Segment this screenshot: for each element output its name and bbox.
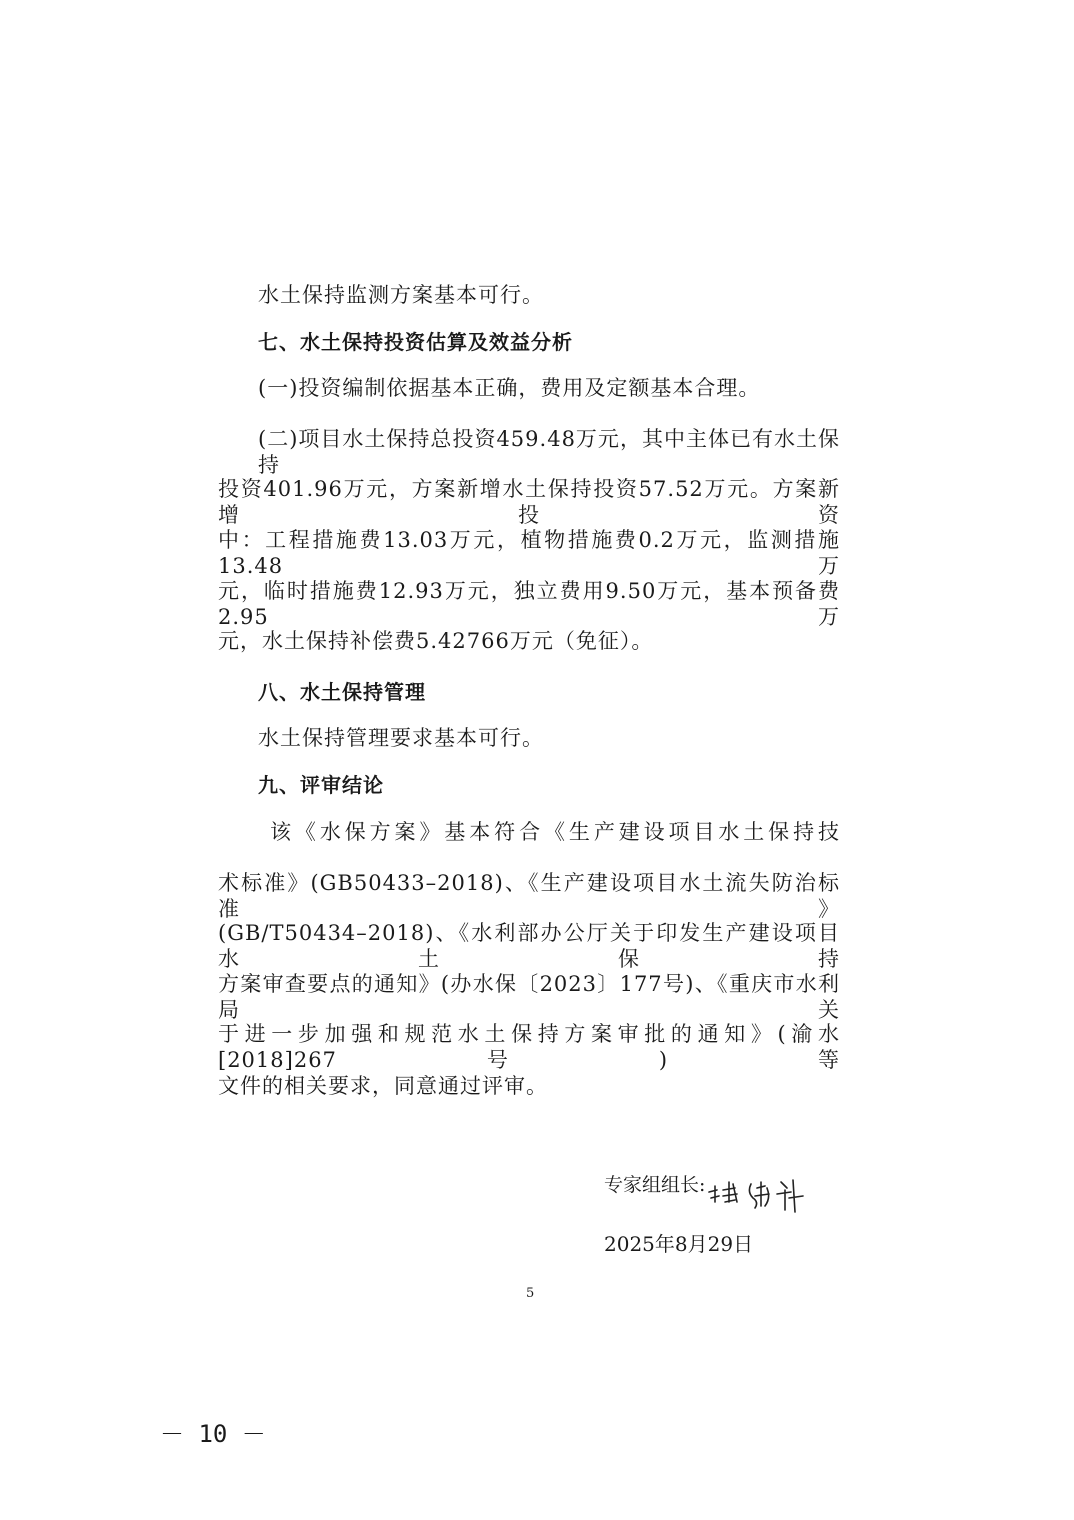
section-7-item-2-line-5: 元，水土保持补偿费5.42766万元（免征）。: [218, 629, 654, 653]
conclusion-line-3: (GB/T50434–2018)、《水利部办公厅关于印发生产建设项目水土保持: [218, 921, 840, 971]
section-7-heading: 七、水土保持投资估算及效益分析: [258, 330, 573, 354]
conclusion-line-1: 该《水保方案》基本符合《生产建设项目水土保持技: [270, 820, 840, 844]
section-7-item-2-line-2: 投资401.96万元，方案新增水土保持投资57.52万元。方案新增投资: [218, 477, 840, 527]
conclusion-line-4: 方案审查要点的通知》(办水保〔2023〕177号)、《重庆市水利局关: [218, 972, 840, 1022]
signing-date: 2025年8月29日: [604, 1232, 754, 1256]
section-7-item-2-line-1: (二)项目水土保持总投资459.48万元，其中主体已有水土保持: [258, 427, 840, 477]
outer-page-number: － 10 －: [160, 1420, 266, 1448]
section-7-item-1: (一)投资编制依据基本正确，费用及定额基本合理。: [258, 376, 761, 400]
signature-label: 专家组组长:: [604, 1174, 706, 1196]
section-9-heading: 九、评审结论: [258, 773, 384, 797]
section-8-heading: 八、水土保持管理: [258, 680, 426, 704]
conclusion-line-6: 文件的相关要求，同意通过评审。: [218, 1074, 548, 1098]
section-7-item-2-line-3: 中：工程措施费13.03万元，植物措施费0.2万元，监测措施13.48万: [218, 528, 840, 578]
monitoring-paragraph: 水土保持监测方案基本可行。: [258, 283, 544, 307]
inner-page-number: 5: [526, 1286, 535, 1301]
conclusion-line-2: 术标准》(GB50433–2018)、《生产建设项目水土流失防治标准》: [218, 871, 840, 921]
conclusion-line-5: 于进一步加强和规范水土保持方案审批的通知》(渝水[2018]267号)等: [218, 1022, 840, 1072]
section-8-paragraph: 水土保持管理要求基本可行。: [258, 726, 544, 750]
section-7-item-2-line-4: 元，临时措施费12.93万元，独立费用9.50万元，基本预备费2.95万: [218, 579, 840, 629]
handwritten-signature: [707, 1168, 827, 1216]
